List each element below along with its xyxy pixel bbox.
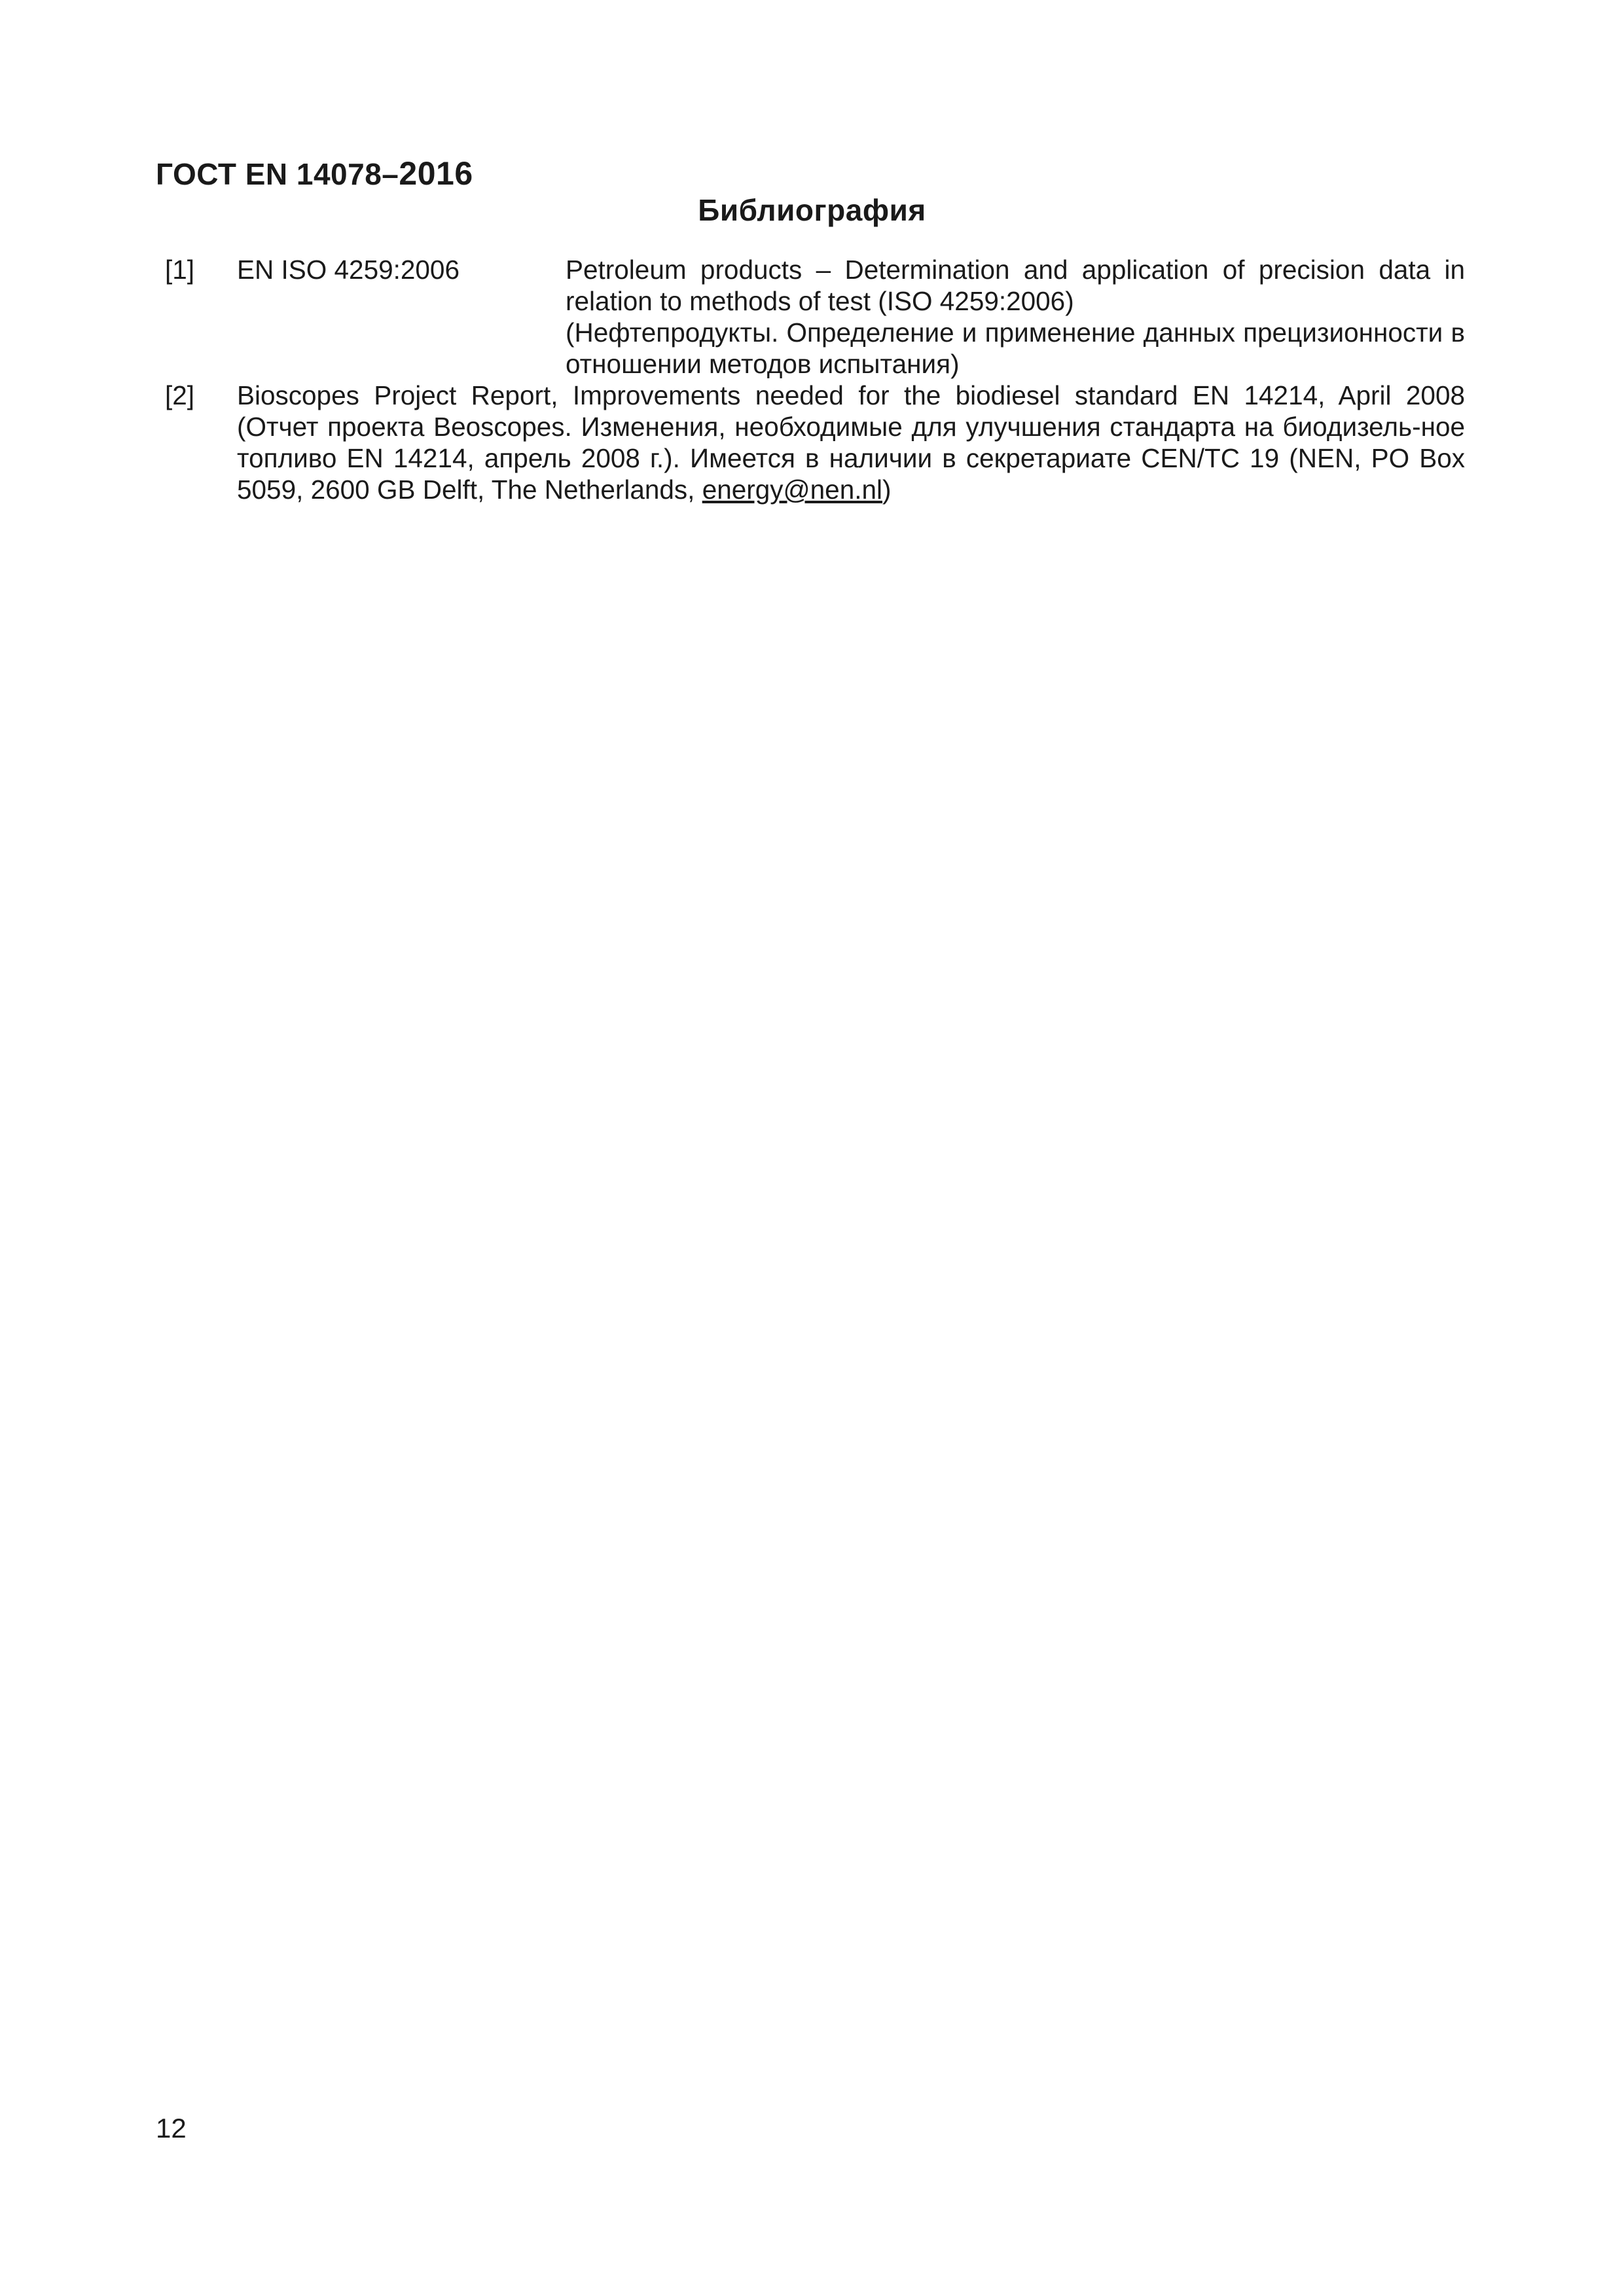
entry-text xyxy=(237,380,1465,505)
entry-text-closing: ) xyxy=(882,475,892,505)
entry-description xyxy=(237,380,1465,505)
page-number: 12 xyxy=(156,2113,187,2144)
bibliography-list xyxy=(156,254,1465,505)
entry-title-en: Petroleum products – Determination and application of precision data in relation to methods of test (ISO 4259:2006) xyxy=(566,255,1465,316)
entry-number: [1] xyxy=(165,255,195,285)
standard-designation: ГОСТ EN 14078– xyxy=(156,157,399,191)
entry-text-body: Bioscopes Project Report, Improvements needed for the biodiesel standard EN 14214, April 2008 (Отчет проекта Beoscopes. Изменения, необходимые для улучшения стандарта на биодизель-ное топливо EN 14214, апрель 2008 г.). Имеется в наличии в секретариате CEN/TC 19 (NEN, PO Box 5059, 2600 GB Delft, The Netherlands, xyxy=(237,380,1465,505)
entry-number: [2] xyxy=(165,380,195,410)
entry-title-ru: (Нефтепродукты. Определение и применение данных прецизионности в отношении методов испытания) xyxy=(566,317,1465,379)
email-link[interactable]: energy@nen.nl xyxy=(702,475,882,505)
entry-description xyxy=(566,254,1465,380)
bibliography-entry-2 xyxy=(156,380,1465,505)
standard-year: 2016 xyxy=(399,155,473,192)
entry-code: EN ISO 4259:2006 xyxy=(237,255,460,285)
document-header xyxy=(156,154,473,192)
bibliography-entry-1 xyxy=(156,254,1465,380)
section-title: Библиография xyxy=(698,193,926,227)
